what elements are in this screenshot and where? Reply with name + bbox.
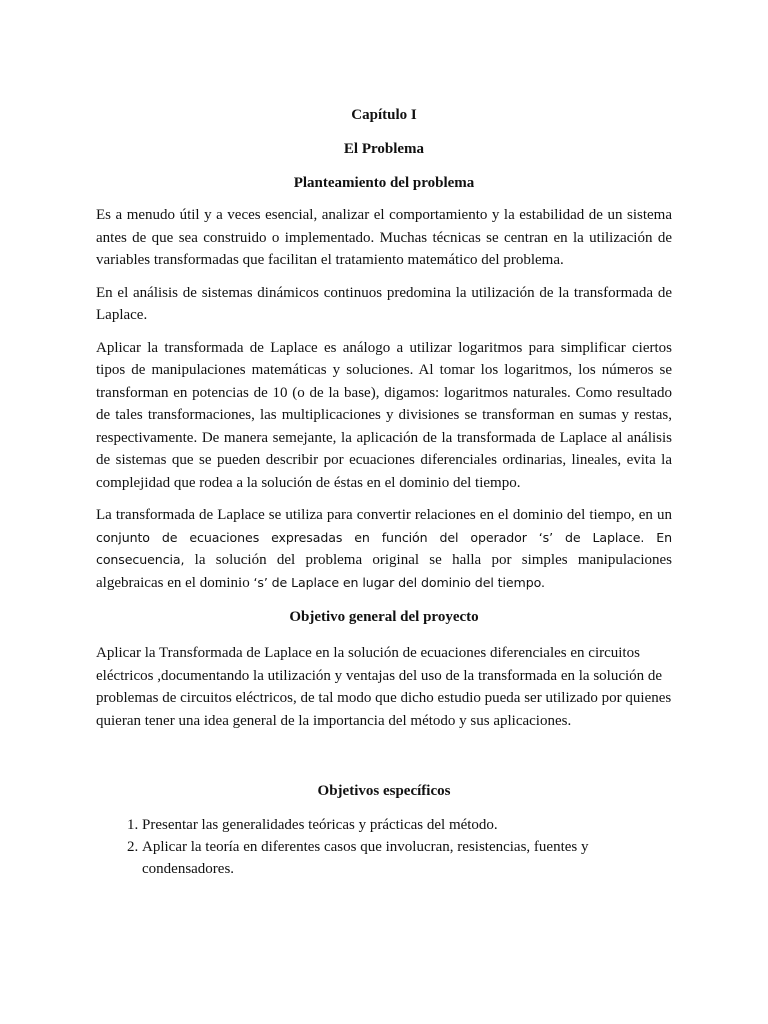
list-item: 1. Presentar las generalidades teóricas y prácticas del método. [142,814,672,836]
paragraph-2: En el análisis de sistemas dinámicos continuos predomina la utilización de la transformada de Laplace. [96,284,672,323]
specific-objectives-list [96,814,672,880]
paragraph-4-part4: ‘s’ de Laplace en lugar del dominio del tiempo. [253,574,545,590]
section-heading-planteamiento: Planteamiento del problema [293,175,475,191]
list-item: 2. Aplicar la teoría en diferentes casos que involucran, resistencias, fuentes y condensadores. [142,836,672,880]
paragraph-3: Aplicar la transformada de Laplace es análogo a utilizar logaritmos para simplificar ciertos tipos de manipulaciones matemáticas y soluciones. Al tomar los logaritmos, los números se transforman en potencias de 10 (o de la base), digamos: logaritmos naturales. Como resultado de tales transformaciones, las multiplicaciones y divisiones se transforman en sumas y restas, respectivamente. De manera semejante, la aplicación de la transformada de Laplace al análisis de sistemas que se pueden describir por ecuaciones diferenciales ordinarias, lineales, evita la complejidad que rodea a la solución de éstas en el dominio del tiempo. [96,339,672,491]
paragraph-4-part1: La transformada de Laplace se utiliza para convertir relaciones en el dominio del tiempo, en un [96,507,672,523]
paragraph-1: Es a menudo útil y a veces esencial, analizar el comportamiento y la estabilidad de un sistema antes de que sea construido o implementado. Muchas técnicas se centran en la utilización de variables transformadas que facilitan el tratamiento matemático del problema. [96,207,672,268]
section-heading-objetivos-especificos: Objetivos específicos [317,783,451,799]
section-heading-objetivo-general: Objetivo general del proyecto [289,609,479,625]
objective-paragraph: Aplicar la Transformada de Laplace en la solución de ecuaciones diferenciales en circuitos eléctricos ,documentando la utilización y ventajas del uso de la transformada en la solución de problemas de circuitos eléctricos, de tal modo que dicho estudio pueda ser utilizado por quienes quieran tener una idea general de la importancia del método y sus aplicaciones. [96,645,672,729]
paragraph-4-part2: conjunto de ecuaciones expresadas en función del operador ‘s’ de Laplace. En consecuencia, [96,529,672,567]
chapter-subtitle: El Problema [343,141,425,157]
document-page [96,104,672,880]
paragraph-4-part3: la solución del problema original se halla por simples manipulaciones algebraicas en el dominio [96,552,672,591]
paragraph-4 [96,504,672,594]
chapter-title: Capítulo I [351,107,417,123]
